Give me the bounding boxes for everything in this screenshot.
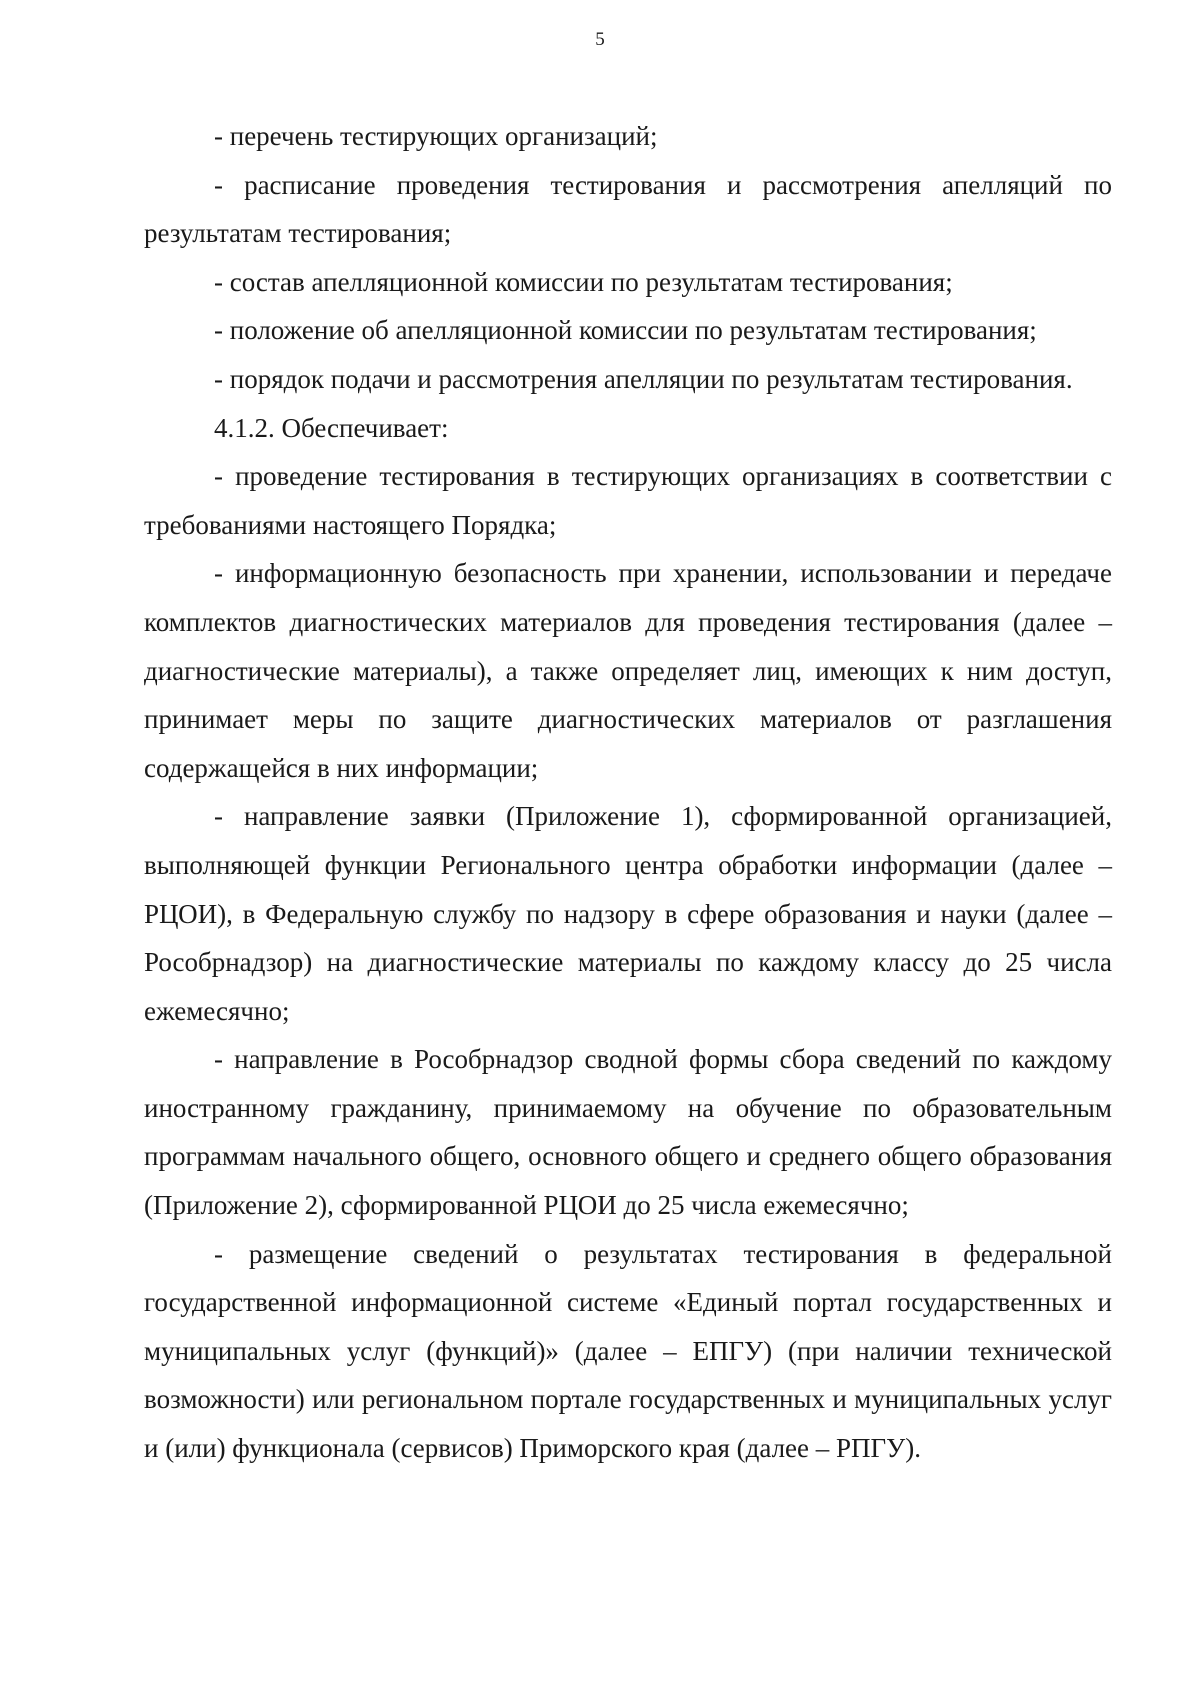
paragraph-appeal-commission-composition: - состав апелляционной комиссии по результатам тестирования;	[214, 266, 953, 297]
paragraph-information-security: - информационную безопасность при хранении, использовании и передаче комплектов диагностических материалов для проведения тестирования (далее – диагностические материалы), а также определяет лиц, имеющих к ним доступ, принимает меры по защите диагностических материалов от разглашения содержащейся в них информации;	[144, 558, 1112, 783]
section-heading-4-1-2: 4.1.2. Обеспечивает:	[214, 412, 449, 443]
document-body	[144, 112, 1112, 1473]
paragraph-application-submission: - направление заявки (Приложение 1), сформированной организацией, выполняющей функции Регионального центра обработки информации (далее – РЦОИ), в Федеральную службу по надзору в сфере образования и науки (далее – Рособрнадзор) на диагностические материалы по каждому классу до 25 числа ежемесячно;	[144, 801, 1112, 1026]
paragraph-testing-schedule: - расписание проведения тестирования и рассмотрения апелляций по результатам тестирования;	[144, 169, 1112, 249]
paragraph-testing-organizations-list: - перечень тестирующих организаций;	[214, 121, 658, 151]
page-number: 5	[595, 29, 605, 50]
paragraph-appeal-commission-regulation: - положение об апелляционной комиссии по результатам тестирования;	[214, 315, 1037, 346]
paragraph-results-publication: - размещение сведений о результатах тестирования в федеральной государственной информационной системе «Единый портал государственных и муниципальных услуг (функций)» (далее – ЕПГУ) (при наличии технической возможности) или региональном портале государственных и муниципальных услуг и (или) функционала (сервисов) Приморского края (далее – РПГУ).	[144, 1238, 1112, 1464]
paragraph-conducting-testing: - проведение тестирования в тестирующих организациях в соответствии с требованиями настоящего Порядка;	[144, 461, 1112, 540]
paragraph-appeal-procedure: - порядок подачи и рассмотрения апелляции по результатам тестирования.	[214, 363, 1073, 394]
paragraph-summary-form: - направление в Рособрнадзор сводной формы сбора сведений по каждому иностранному гражданину, принимаемому на обучение по образовательным программам начального общего, основного общего и среднего общего образования (Приложение 2), сформированной РЦОИ до 25 числа ежемесячно;	[144, 1044, 1112, 1221]
